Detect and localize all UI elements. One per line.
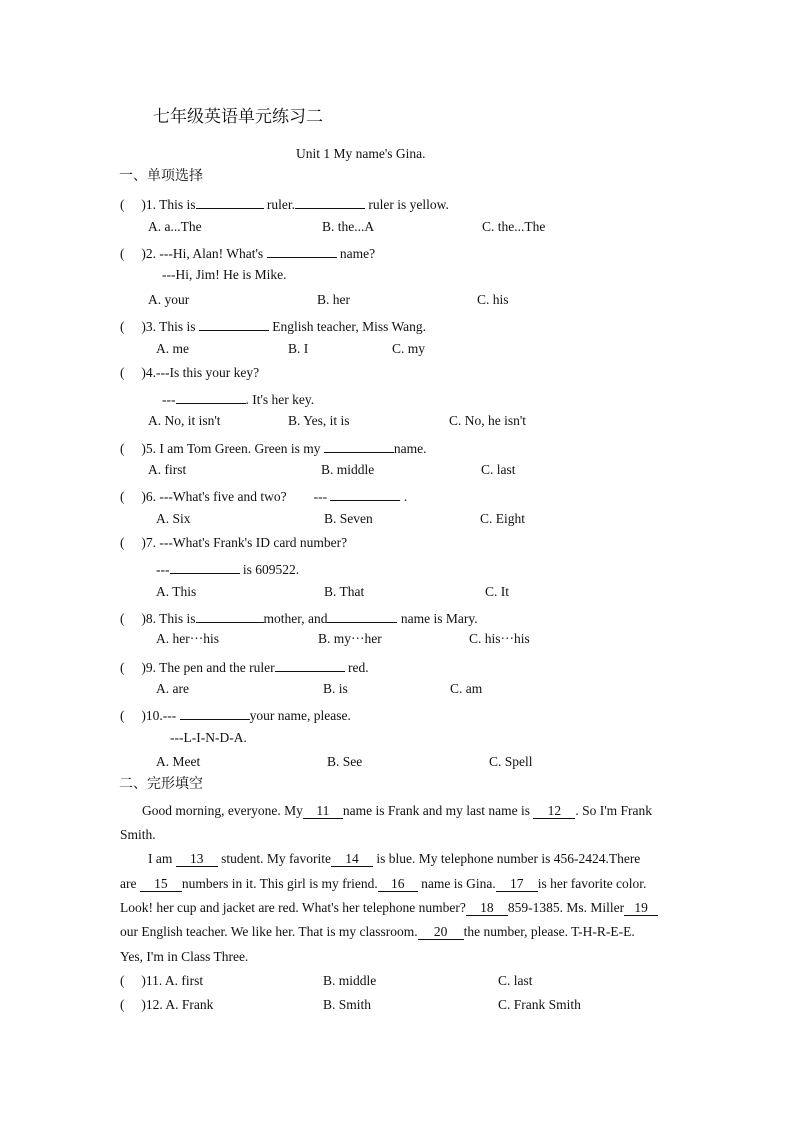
cloze-blank-17[interactable]: 17 bbox=[496, 876, 538, 892]
cloze-blank-20[interactable]: 20 bbox=[418, 924, 464, 940]
option-b: B. the...A bbox=[322, 219, 375, 234]
option-a: A. are bbox=[156, 681, 189, 696]
cloze-blank-18[interactable]: 18 bbox=[466, 900, 508, 916]
option-b: B. Seven bbox=[324, 511, 373, 526]
option-a: A. her···his bbox=[156, 631, 219, 646]
passage-line: Smith. bbox=[120, 827, 156, 842]
question-4-reply: --- . It's her key. bbox=[162, 388, 314, 409]
option-c: C. Spell bbox=[489, 754, 533, 769]
option-a: A. This bbox=[156, 584, 197, 599]
question-12: ( )12. A. Frank bbox=[120, 997, 214, 1012]
option-b: B. my···her bbox=[318, 631, 382, 646]
answer-blank[interactable] bbox=[199, 315, 269, 331]
option-c: C. his bbox=[477, 292, 509, 307]
question-11: ( )11. A. first bbox=[120, 973, 204, 988]
cloze-blank-12[interactable]: 12 bbox=[533, 803, 575, 819]
option-b: B. I bbox=[288, 341, 309, 356]
question-7-reply: --- is 609522. bbox=[156, 558, 299, 579]
cloze-blank-14[interactable]: 14 bbox=[331, 851, 373, 867]
option-c: C. It bbox=[485, 584, 510, 599]
answer-blank[interactable] bbox=[196, 607, 264, 623]
option-c: C. the...The bbox=[482, 219, 546, 234]
question-4: ( )4.---Is this your key? bbox=[120, 365, 260, 380]
passage-line: our English teacher. We like her. That is my classroom. 20 the number, please. T-H-R-E-E. bbox=[120, 924, 635, 939]
option-c: C. his···his bbox=[469, 631, 530, 646]
option-a: A. first bbox=[148, 462, 187, 477]
option-a: A. No, it isn't bbox=[148, 413, 221, 428]
passage-line: I am 13 student. My favorite 14 is blue. My telephone number is 456-2424.There bbox=[148, 851, 641, 866]
option-b: B. middle bbox=[323, 973, 377, 988]
unit-subtitle: Unit 1 My name's Gina. bbox=[296, 146, 426, 161]
option-c: C. my bbox=[392, 341, 426, 356]
option-c: C. last bbox=[481, 462, 516, 477]
question-10-reply: ---L-I-N-D-A. bbox=[170, 730, 247, 745]
answer-blank[interactable] bbox=[275, 656, 345, 672]
option-a: A. Meet bbox=[156, 754, 201, 769]
option-c: C. last bbox=[498, 973, 533, 988]
question-7: ( )7. ---What's Frank's ID card number? bbox=[120, 535, 348, 550]
question-2-reply: ---Hi, Jim! He is Mike. bbox=[162, 267, 287, 282]
cloze-blank-16[interactable]: 16 bbox=[378, 876, 418, 892]
answer-blank[interactable] bbox=[170, 558, 240, 574]
option-a: A. your bbox=[148, 292, 190, 307]
option-c: C. No, he isn't bbox=[449, 413, 527, 428]
section-heading-cloze: 二、完形填空 bbox=[119, 777, 203, 792]
question-8: ( )8. This is mother, and name is Mary. bbox=[120, 607, 478, 628]
question-1: ( )1. This is ruler. ruler is yellow. bbox=[120, 193, 449, 214]
page-title: 七年级英语单元练习二 bbox=[153, 107, 323, 126]
question-10: ( )10.--- your name, please. bbox=[120, 704, 351, 725]
question-3: ( )3. This is English teacher, Miss Wang. bbox=[120, 315, 426, 336]
answer-blank[interactable] bbox=[176, 388, 246, 404]
cloze-blank-11[interactable]: 11 bbox=[303, 803, 343, 819]
cloze-blank-15[interactable]: 15 bbox=[140, 876, 182, 892]
option-c: C. Frank Smith bbox=[498, 997, 581, 1012]
answer-blank[interactable] bbox=[324, 437, 394, 453]
answer-blank[interactable] bbox=[180, 704, 250, 720]
option-b: B. Smith bbox=[323, 997, 372, 1012]
question-5: ( )5. I am Tom Green. Green is my name. bbox=[120, 437, 427, 458]
option-c: C. Eight bbox=[480, 511, 526, 526]
cloze-blank-13[interactable]: 13 bbox=[176, 851, 218, 867]
question-2: ( )2. ---Hi, Alan! What's name? bbox=[120, 242, 375, 263]
answer-blank[interactable] bbox=[327, 607, 397, 623]
option-b: B. her bbox=[317, 292, 350, 307]
question-9: ( )9. The pen and the ruler red. bbox=[120, 656, 369, 677]
cloze-blank-19[interactable]: 19 bbox=[624, 900, 658, 916]
answer-blank[interactable] bbox=[330, 485, 400, 501]
option-a: A. me bbox=[156, 341, 189, 356]
question-6: ( )6. ---What's five and two? --- . bbox=[120, 485, 407, 506]
option-c: C. am bbox=[450, 681, 483, 696]
option-b: B. middle bbox=[321, 462, 375, 477]
passage-line: Yes, I'm in Class Three. bbox=[120, 949, 249, 964]
option-a: A. a...The bbox=[148, 219, 202, 234]
option-a: A. Six bbox=[156, 511, 191, 526]
answer-blank[interactable] bbox=[267, 242, 337, 258]
option-b: B. Yes, it is bbox=[288, 413, 350, 428]
option-b: B. is bbox=[323, 681, 348, 696]
option-b: B. That bbox=[324, 584, 365, 599]
passage-line: Look! her cup and jacket are red. What's her telephone number? 18 859-1385. Ms. Miller 19 bbox=[120, 899, 658, 917]
passage-line: are 15 numbers in it. This girl is my friend. 16 name is Gina. 17 is her favorite color. bbox=[120, 876, 647, 891]
answer-blank[interactable] bbox=[295, 193, 365, 209]
option-b: B. See bbox=[327, 754, 363, 769]
section-heading-multiple-choice: 一、单项选择 bbox=[119, 169, 203, 184]
passage-line: Good morning, everyone. My 11 name is Frank and my last name is 12 . So I'm Frank bbox=[142, 803, 653, 818]
answer-blank[interactable] bbox=[196, 193, 264, 209]
